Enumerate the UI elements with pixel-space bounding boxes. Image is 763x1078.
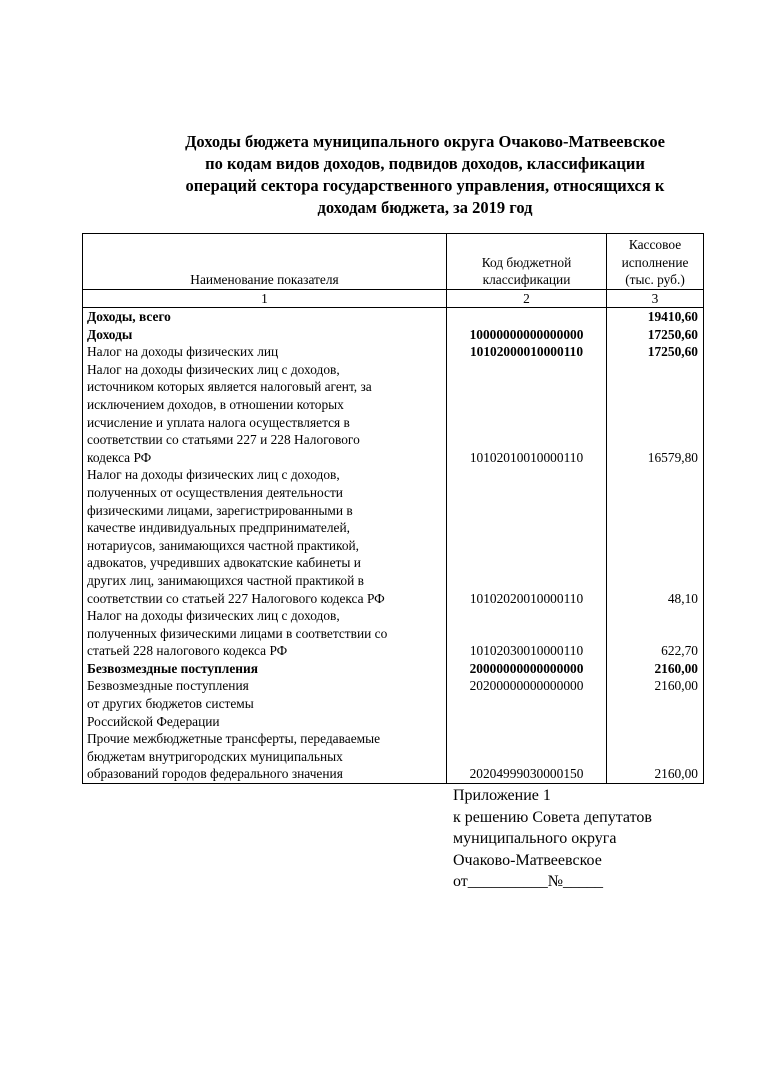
header-value-line: Кассовое [628, 237, 682, 253]
row-name-line: кодекса РФ [87, 449, 152, 465]
appendix-line: муниципального округа [453, 830, 617, 847]
row-name-line: Безвозмездные поступления [87, 678, 249, 694]
row-name-line: от других бюджетов системы [87, 696, 254, 712]
table-row [83, 660, 704, 678]
row-name-line: исчисление и уплата налога осуществляется в [87, 414, 350, 430]
appendix-line: Очаково-Матвеевское [453, 851, 602, 869]
row-value: 19410,60 [607, 308, 704, 326]
appendix-note [453, 785, 652, 893]
row-value: 16579,80 [607, 361, 704, 467]
row-name [83, 308, 447, 326]
row-name-line: качестве индивидуальных предпринимателей, [87, 520, 350, 536]
row-name [83, 343, 447, 361]
header-code-line: классификации [482, 272, 571, 288]
row-name-line: Безвозмездные поступления [87, 660, 258, 676]
row-code: 10102010010000110 [447, 361, 607, 467]
row-name [83, 361, 447, 467]
table-row [83, 308, 704, 326]
row-name-line: Налог на доходы физических лиц с доходов, [87, 467, 340, 483]
title-line: операций сектора государственного управления, относящихся к [185, 176, 665, 195]
row-name-line: образований городов федерального значения [87, 766, 343, 782]
row-code: 10102000010000110 [447, 343, 607, 361]
row-code: 10102020010000110 [447, 466, 607, 607]
row-code: 20200000000000000 [447, 677, 607, 730]
row-code: 20204999030000150 [447, 730, 607, 783]
row-name-line: полученных физическими лицами в соответствии со [87, 625, 388, 641]
row-value: 48,10 [607, 466, 704, 607]
column-number-row [83, 290, 704, 308]
header-value [607, 234, 704, 290]
row-name [83, 326, 447, 344]
row-name-line: полученных от осуществления деятельности [87, 484, 343, 500]
row-name-line: адвокатов, учредивших адвокатские кабинеты и [87, 555, 361, 571]
row-name-line: Налог на доходы физических лиц с доходов, [87, 361, 340, 377]
row-name-line: источником которых является налоговый агент, за [87, 379, 372, 395]
table-row [83, 361, 704, 467]
row-name [83, 466, 447, 607]
header-code [447, 234, 607, 290]
title-line: по кодам видов доходов, подвидов доходов, классификации [205, 154, 645, 173]
row-code [447, 308, 607, 326]
row-name-line: соответствии со статьями 227 и 228 Налогового [87, 432, 360, 448]
row-name-line: бюджетам внутригородских муниципальных [87, 748, 343, 764]
row-code: 10000000000000000 [447, 326, 607, 344]
table-header-row [83, 234, 704, 290]
table-row [83, 607, 704, 660]
table-row [83, 677, 704, 730]
table-row [83, 466, 704, 607]
row-code: 20000000000000000 [447, 660, 607, 678]
column-number: 3 [607, 290, 704, 308]
row-name-line: нотариусов, занимающихся частной практикой, [87, 537, 360, 553]
row-name [83, 677, 447, 730]
row-name-line: Российской Федерации [87, 713, 220, 729]
header-value-line: (тыс. руб.) [625, 272, 685, 288]
table-row [83, 343, 704, 361]
header-name-text: Наименование показателя [190, 272, 339, 288]
row-name-line: исключением доходов, в отношении которых [87, 396, 344, 412]
appendix-line: к решению Совета депутатов [453, 808, 652, 826]
column-number: 2 [447, 290, 607, 308]
row-name [83, 730, 447, 783]
row-value: 2160,00 [607, 730, 704, 783]
row-name [83, 660, 447, 678]
table-row [83, 326, 704, 344]
header-code-line: Код бюджетной [481, 254, 572, 270]
row-name-line: статьей 228 налогового кодекса РФ [87, 643, 288, 659]
row-name-line: физическими лицами, зарегистрированными в [87, 502, 353, 518]
income-table [82, 233, 704, 784]
row-value: 17250,60 [607, 343, 704, 361]
header-value-line: исполнение [621, 254, 689, 270]
row-name-line: Налог на доходы физических лиц [87, 344, 279, 360]
row-code: 10102030010000110 [447, 607, 607, 660]
document-title [130, 131, 720, 219]
row-value: 17250,60 [607, 326, 704, 344]
appendix-line: Приложение 1 [453, 787, 551, 804]
row-name-line: Прочие межбюджетные трансферты, передаваемые [87, 731, 381, 747]
title-line: доходам бюджета, за 2019 год [317, 198, 533, 217]
row-name-line: других лиц, занимающихся частной практикой в [87, 572, 364, 588]
row-name-line: Доходы [87, 326, 133, 342]
row-value: 622,70 [607, 607, 704, 660]
column-number: 1 [83, 290, 447, 308]
table-row [83, 730, 704, 783]
row-name-line: Доходы, всего [87, 309, 171, 324]
row-name [83, 607, 447, 660]
row-name-line: соответствии со статьей 227 Налогового кодекса РФ [87, 590, 385, 606]
row-value: 2160,00 [607, 660, 704, 678]
header-name [83, 234, 447, 290]
title-line: Доходы бюджета муниципального округа Очаково-Матвеевское [185, 132, 665, 151]
appendix-line: от__________№_____ [453, 873, 604, 890]
row-value: 2160,00 [607, 677, 704, 730]
row-name-line: Налог на доходы физических лиц с доходов, [87, 608, 340, 624]
